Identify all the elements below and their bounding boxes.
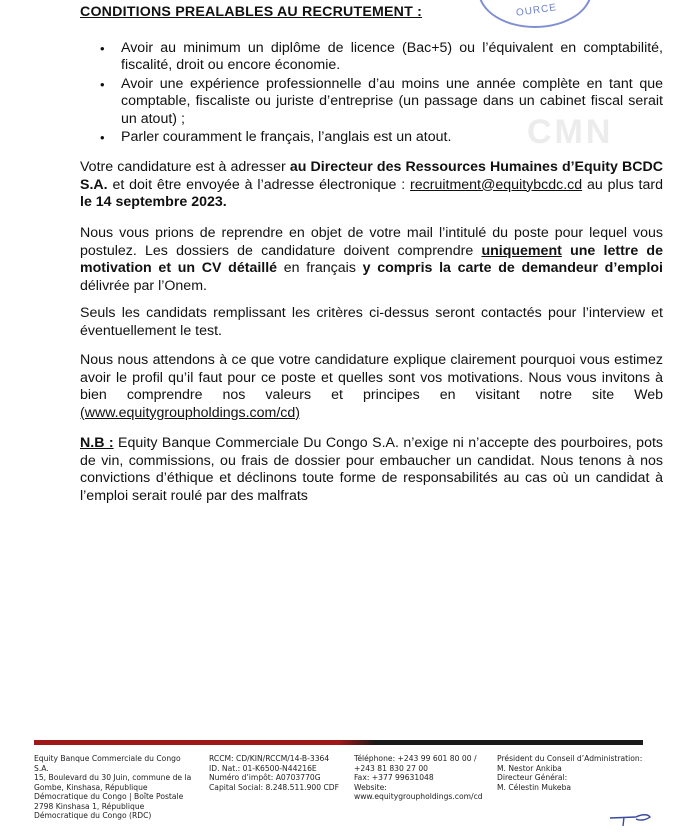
requirement-item: • Avoir au minimum un diplôme de licence (Bac+5) ou l’équivalent en comptabilité, fiscalité, droit ou encore économie. xyxy=(80,40,663,75)
footer-line: RCCM: CD/KIN/RCCM/14-B-3364 xyxy=(209,754,330,763)
emphasis: uniquement xyxy=(481,242,562,259)
recipient: au Directeur des Ressources Humaines d’Equity BCDC S.A. xyxy=(80,159,663,193)
footer-registration xyxy=(209,754,349,792)
application-address-paragraph xyxy=(80,159,663,212)
text: au plus tard xyxy=(582,176,663,193)
footer-line: M. Célestin Mukeba xyxy=(497,782,572,792)
footer-line: M. Nestor Ankiba xyxy=(497,763,562,773)
footer-management xyxy=(497,754,657,792)
footer-line: Gombe, Kinshasa, République xyxy=(34,782,148,792)
selection-paragraph: Seuls les candidats remplissant les critères ci-dessus seront contactés pour l’interview et éventuellement le test. xyxy=(80,305,663,339)
footer-line: +243 81 830 27 00 xyxy=(354,763,428,773)
watermark: CMN xyxy=(527,113,614,151)
footer-website-link[interactable]: www.equitygroupholdings.com/cd xyxy=(354,792,483,801)
footer-line: Directeur Général: xyxy=(497,773,568,782)
stamp-text: OURCE xyxy=(515,2,558,19)
text: et doit être envoyée à l’adresse électronique : xyxy=(107,176,411,193)
footer-line: Numéro d’impôt: A0703770G xyxy=(209,773,321,782)
text: Nous nous attendons à ce que votre candidature explique clairement pourquoi vous estimez avoir le profil qu’il faut pour ce poste et quelles sont vos motivations. Nous vous invitons à bien comprendre nos valeurs et principes en visitant notre site Web xyxy=(80,352,663,404)
text: Equity Banque Commerciale Du Congo S.A. n’exige ni n’accepte des pourboires, pots de vin, commissions, ou frais de dossier pour embaucher un candidat. Nous tenons à nos convictions d’éthique et déclinons toute forme de responsabilités au cas où un candidat à l’emploi serait roulé par des malfrats xyxy=(80,435,663,504)
motivation-paragraph xyxy=(80,352,663,422)
section-title: CONDITIONS PREALABLES AU RECRUTEMENT : xyxy=(80,4,423,20)
email-link[interactable]: recruitment@equitybcdc.cd xyxy=(410,176,583,193)
emphasis: y compris la carte de demandeur d’emploi xyxy=(362,260,663,277)
footer-divider xyxy=(34,740,643,745)
footer-line: 2798 Kinshasa 1, République xyxy=(34,801,145,811)
nb-paragraph xyxy=(80,435,663,505)
dossier-paragraph xyxy=(80,225,663,295)
requirement-item: • Avoir une expérience professionnelle d’au moins une année complète en tant que comptable, fiscaliste ou juriste d’entreprise (un passage dans un cabinet fiscal serait un atout) ; xyxy=(80,76,663,128)
footer-line: Website: xyxy=(354,782,387,792)
nb-label: N.B : xyxy=(80,435,114,451)
footer-line: Equity Banque Commerciale du Congo S.A. xyxy=(34,754,181,773)
footer-line: ID. Nat.: 01-K6500-N44216E xyxy=(209,763,317,773)
footer-contact xyxy=(354,754,489,802)
text: en français xyxy=(277,260,363,277)
footer-company-address xyxy=(34,754,194,821)
footer-line: Démocratique du Congo | Boîte Postale xyxy=(34,792,184,801)
footer-line: Capital Social: 8.248.511.900 CDF xyxy=(209,782,340,792)
signature-mark xyxy=(606,808,654,830)
deadline: le 14 septembre 2023. xyxy=(80,194,227,211)
text: Votre candidature est à adresser xyxy=(80,159,290,175)
footer-line: Fax: +377 99631048 xyxy=(354,773,434,782)
text: délivrée par l’Onem. xyxy=(80,277,207,294)
emphasis: une lettre de motivation et un CV détaillé xyxy=(80,242,663,277)
text: Nous vous prions de reprendre en objet de votre mail l’intitulé du poste pour lequel vous postulez. Les dossiers de candidature doivent comprendre xyxy=(80,225,663,259)
footer-line: Président du Conseil d’Administration: xyxy=(497,754,643,763)
website-link[interactable]: (www.equitygroupholdings.com/cd) xyxy=(80,404,301,421)
footer-line: Téléphone: +243 99 601 80 00 / xyxy=(354,754,477,763)
requirement-item: • Parler couramment le français, l’anglais est un atout. xyxy=(80,129,663,146)
footer-line: Démocratique du Congo (RDC) xyxy=(34,811,152,820)
footer-line: 15, Boulevard du 30 Juin, commune de la xyxy=(34,773,192,782)
